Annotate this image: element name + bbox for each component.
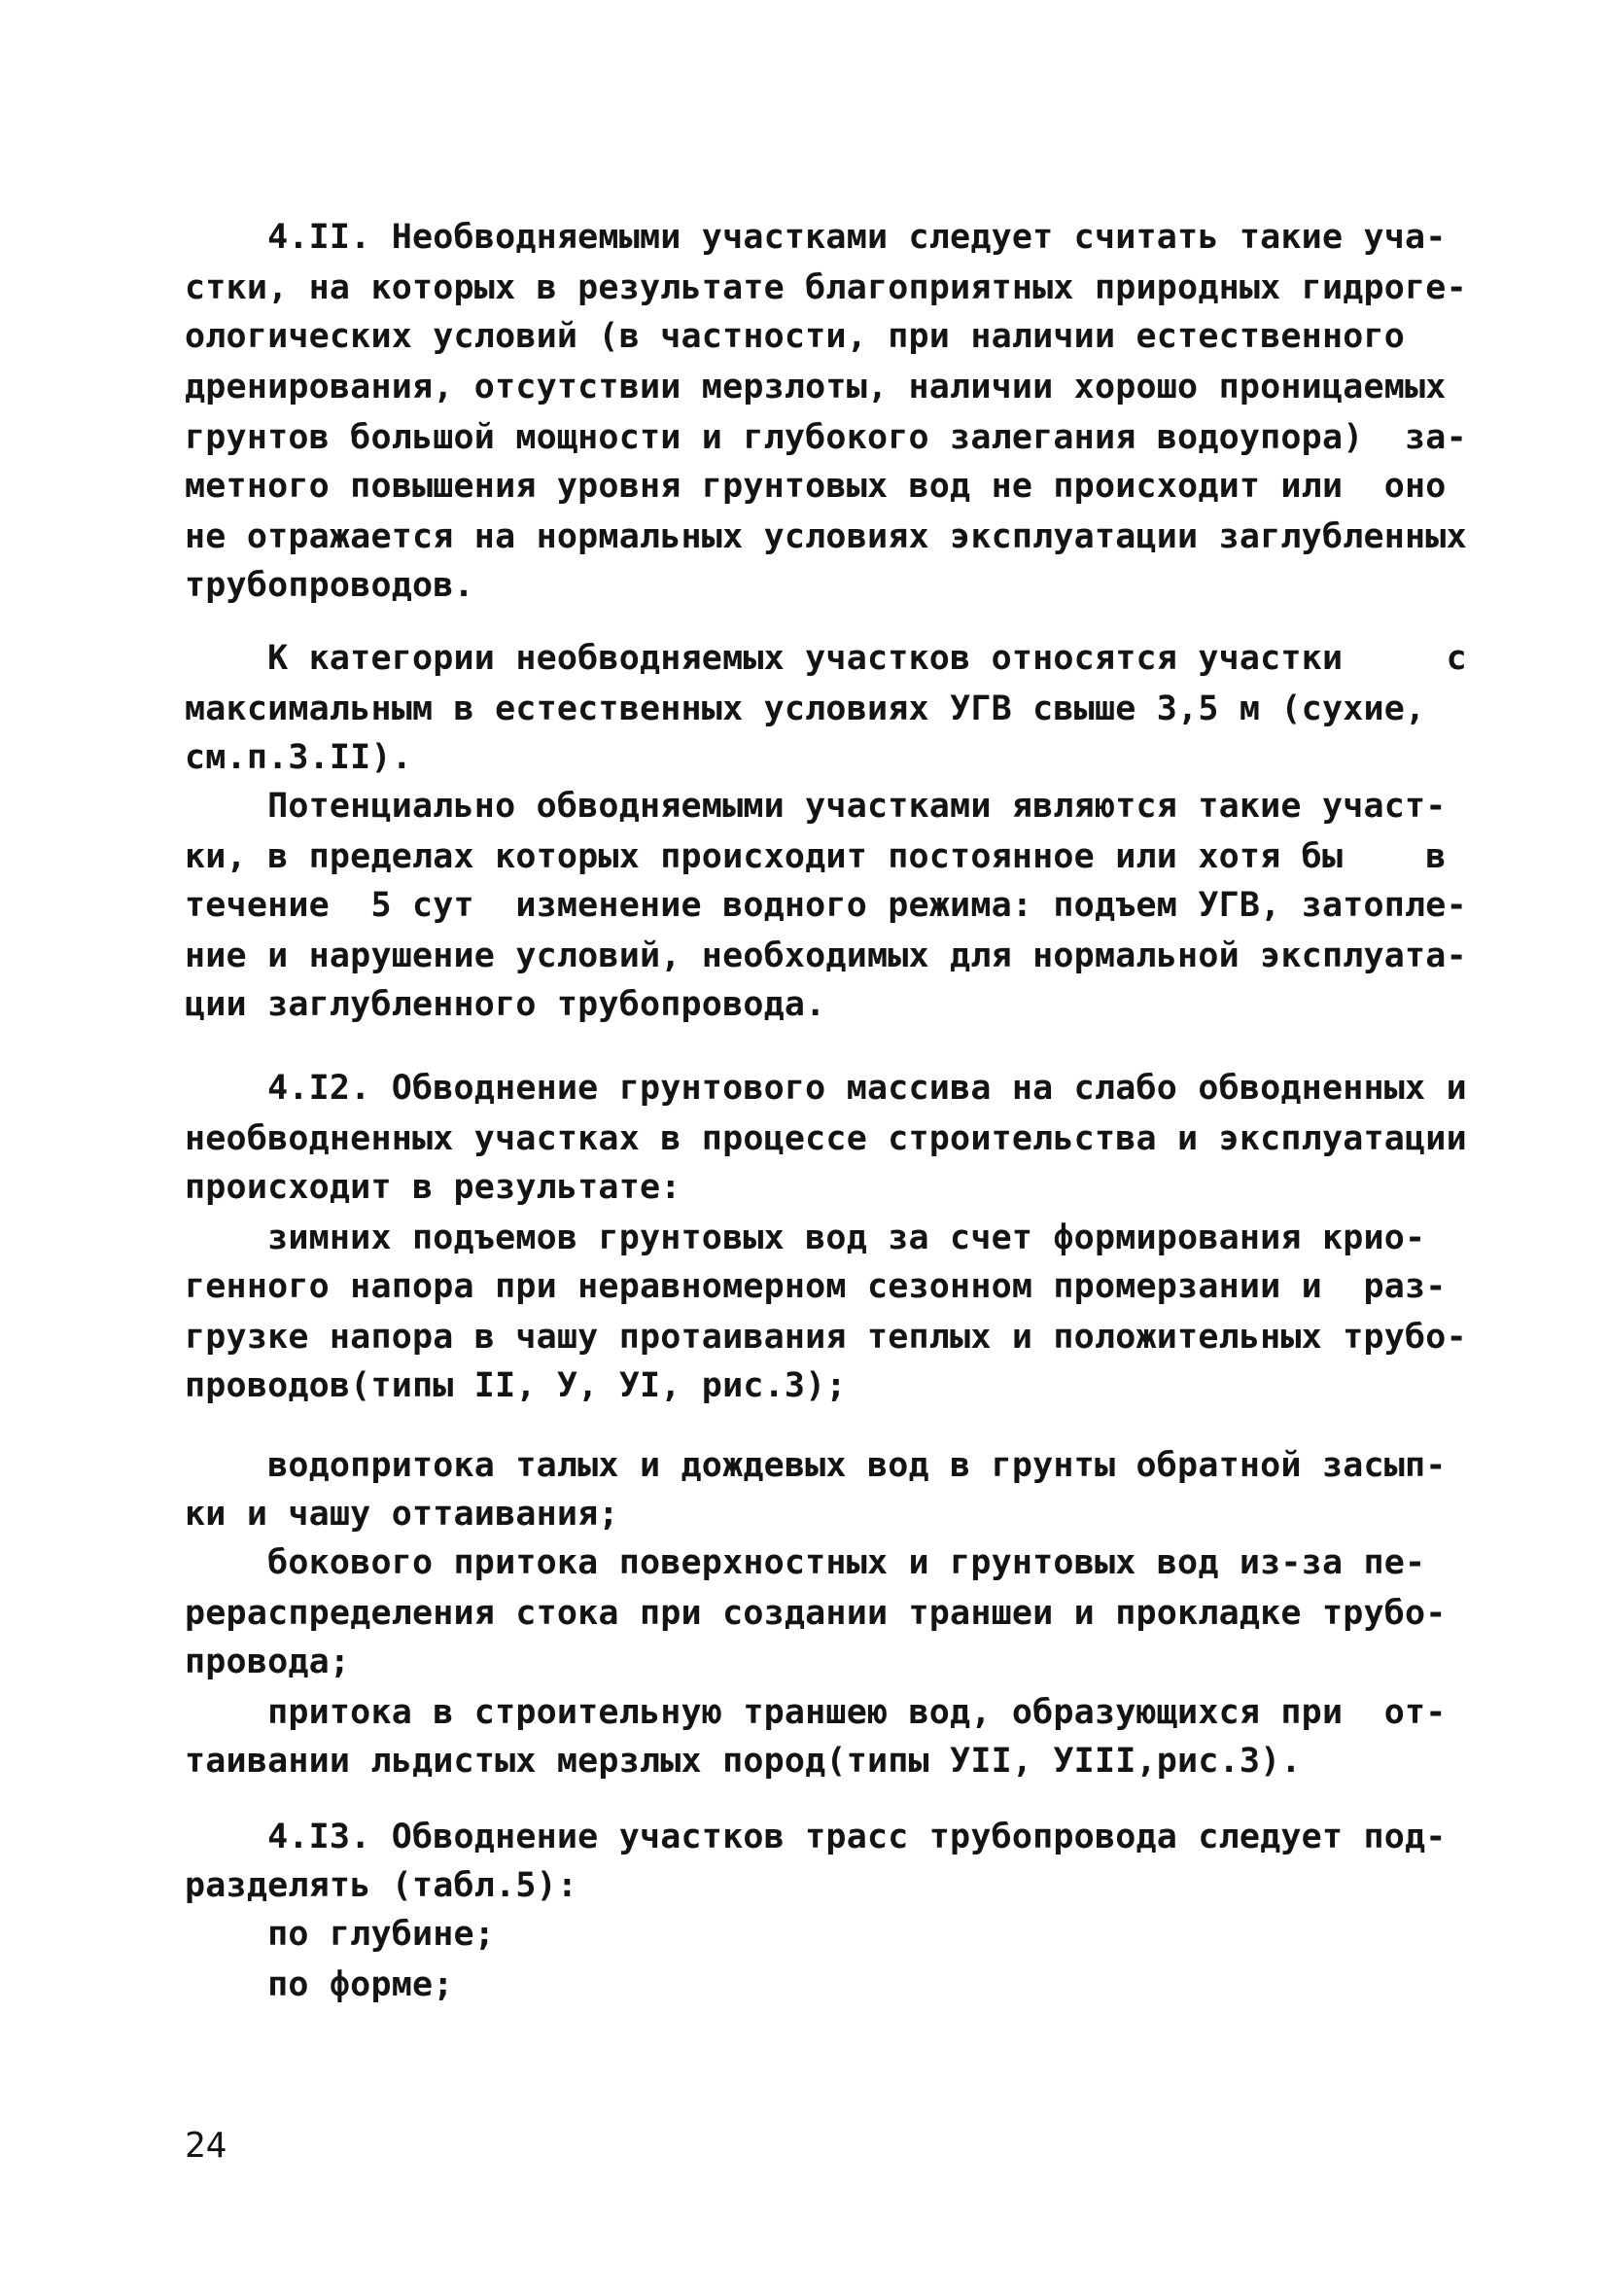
text-line: необводненных участках в процессе строительства и эксплуатации <box>185 1119 1467 1158</box>
text-line: К категории необводняемых участков относятся участки с <box>185 639 1467 678</box>
text-line: водопритока талых и дождевых вод в грунты обратной засып- <box>185 1446 1447 1485</box>
text-line: 4.I3. Обводнение участков трасс трубопровода следует под- <box>185 1818 1447 1856</box>
text-line: разделять (табл.5): <box>185 1866 578 1905</box>
text-line: генного напора при неравномерном сезонном промерзании и раз- <box>185 1267 1447 1306</box>
text-line: таивании льдистых мерзлых пород(типы УII, УIII,рис.3). <box>185 1742 1302 1781</box>
text-line: ние и нарушение условий, необходимых для нормальной эксплуата- <box>185 936 1467 975</box>
text-line: трубопроводов. <box>185 566 474 605</box>
text-line: проводов(типы II, У, УI, рис.3); <box>185 1366 847 1405</box>
text-line: стки, на которых в результате благоприятных природных гидроге- <box>185 268 1467 307</box>
text-line: по глубине; <box>185 1915 496 1954</box>
text-line: дренирования, отсутствии мерзлоты, наличии хорошо проницаемых <box>185 368 1447 406</box>
text-line: грузке напора в чашу протаивания теплых и положительных трубо- <box>185 1318 1467 1357</box>
page-number: 24 <box>185 2126 227 2166</box>
text-line: провода; <box>185 1643 351 1681</box>
text-line: грунтов большой мощности и глубокого залегания водоупора) за- <box>185 418 1467 457</box>
text-line: рераспределения стока при создании траншеи и прокладке трубо- <box>185 1594 1447 1633</box>
text-line: Потенциально обводняемыми участками являются такие участ- <box>185 787 1447 826</box>
text-line: метного повышения уровня грунтовых вод не происходит или оно <box>185 467 1447 506</box>
text-line: ции заглубленного трубопровода. <box>185 985 826 1024</box>
text-line: ки, в пределах которых происходит постоянное или хотя бы в <box>185 837 1447 876</box>
text-line: 4.II. Необводняемыми участками следует считать такие уча- <box>185 218 1447 257</box>
text-line: происходит в результате: <box>185 1168 681 1207</box>
text-line: максимальным в естественных условиях УГВ свыше 3,5 м (сухие, <box>185 689 1426 728</box>
text-line: бокового притока поверхностных и грунтовых вод из-за пе- <box>185 1543 1426 1582</box>
text-line: ологических условий (в частности, при наличии естественного <box>185 317 1406 356</box>
text-line: см.п.3.II). <box>185 738 412 777</box>
text-line: не отражается на нормальных условиях эксплуатации заглубленных <box>185 517 1467 556</box>
text-line: течение 5 сут изменение водного режима: подъем УГВ, затопле- <box>185 886 1467 925</box>
text-line: ки и чашу оттаивания; <box>185 1495 619 1534</box>
text-line: зимних подъемов грунтовых вод за счет формирования крио- <box>185 1219 1426 1257</box>
text-line: по форме; <box>185 1965 454 2004</box>
text-line: 4.I2. Обводнение грунтового массива на слабо обводненных и <box>185 1069 1467 1108</box>
text-line: притока в строительную траншею вод, образующихся при от- <box>185 1693 1447 1732</box>
